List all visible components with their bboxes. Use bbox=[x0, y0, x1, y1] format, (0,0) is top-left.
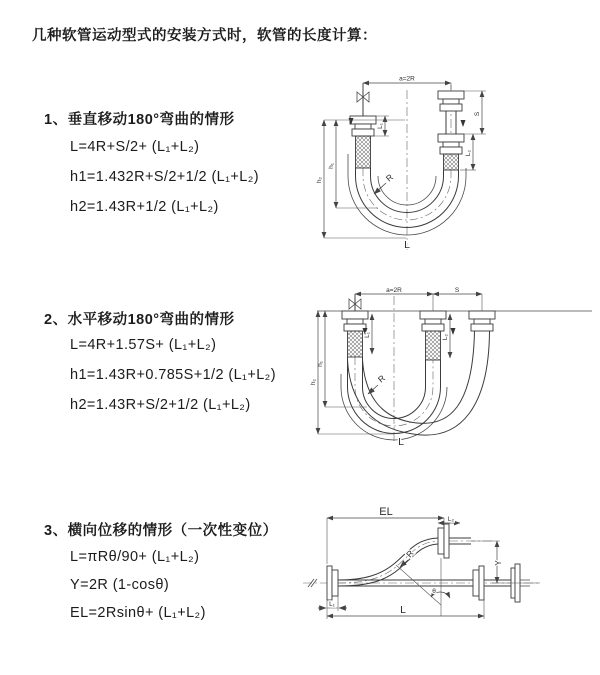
radius-label: R bbox=[375, 372, 387, 385]
dim-label-y: Y bbox=[494, 560, 503, 566]
diagram-vertical-180-bend bbox=[310, 70, 596, 265]
length-label: L bbox=[404, 239, 410, 251]
dim-label-l2: L₂ bbox=[465, 149, 472, 157]
braided-hose-section bbox=[426, 331, 441, 360]
formula-line: h1=1.432R+S/2+1/2 (L₁+L₂) bbox=[70, 169, 260, 185]
theta-label: θ bbox=[432, 588, 436, 595]
formula-line: h2=1.43R+1/2 (L₁+L₂) bbox=[70, 199, 219, 215]
dim-label-h2: h₂ bbox=[310, 378, 317, 386]
dim-label-span: a=2R bbox=[386, 287, 402, 294]
dimension-lines bbox=[316, 76, 486, 252]
flange-left bbox=[342, 294, 368, 357]
flange-right bbox=[469, 311, 495, 331]
dim-label-l1: L₁ bbox=[377, 123, 384, 129]
hose-u-bend-position2 bbox=[348, 331, 490, 435]
length-label: L bbox=[400, 604, 406, 616]
page-title: 几种软管运动型式的安装方式时，软管的长度计算： bbox=[32, 28, 377, 44]
radius-label: R bbox=[404, 548, 416, 560]
dim-label-s: S bbox=[474, 111, 481, 117]
formula-line: L=4R+1.57S+ (L₁+L₂) bbox=[70, 337, 217, 353]
diagram-horizontal-180-bend bbox=[305, 282, 600, 452]
section-3-heading: 3、横向位移的情形（一次性变位） bbox=[44, 523, 278, 539]
braided-hose-section bbox=[444, 154, 459, 170]
dim-label-l2: L₂ bbox=[442, 333, 449, 341]
formula-line: h1=1.43R+0.785S+1/2 (L₁+L₂) bbox=[70, 367, 276, 383]
formula-line: h2=1.43R+S/2+1/2 (L₁+L₂) bbox=[70, 397, 251, 413]
formula-line: L=πRθ/90+ (L₁+L₂) bbox=[70, 549, 200, 565]
formula-line: Y=2R (1-cosθ) bbox=[70, 577, 170, 593]
dim-label-l1: L₁ bbox=[364, 332, 371, 338]
dim-label-h2: h₂ bbox=[316, 176, 323, 184]
dim-label-s: S bbox=[454, 287, 460, 294]
dimension-lines bbox=[318, 506, 540, 619]
section-2-heading: 2、水平移动180°弯曲的情形 bbox=[44, 312, 235, 328]
hose-s-curve-position bbox=[338, 538, 438, 586]
diagram-lateral-displacement bbox=[298, 498, 600, 638]
length-label: L bbox=[398, 436, 404, 448]
dim-label-l2: L₂ bbox=[447, 516, 455, 523]
section-1-heading: 1、垂直移动180°弯曲的情形 bbox=[44, 112, 235, 128]
dim-label-h1: h₁ bbox=[328, 163, 335, 169]
dim-label-l1: L₁ bbox=[329, 601, 335, 608]
flange-left bbox=[327, 566, 338, 600]
dim-label-span: a=2R bbox=[399, 75, 415, 83]
formula-line: EL=2Rsinθ+ (L₁+L₂) bbox=[70, 605, 206, 621]
braided-hose-section bbox=[356, 136, 371, 168]
formula-line: L=4R+S/2+ (L₁+L₂) bbox=[70, 139, 200, 155]
radius-label: R bbox=[383, 171, 395, 184]
flange-left bbox=[350, 83, 376, 168]
dim-label-el: EL bbox=[379, 506, 393, 518]
braided-hose-section bbox=[348, 331, 363, 357]
flange-right bbox=[438, 91, 464, 170]
dim-label-h1: h₁ bbox=[317, 361, 324, 367]
